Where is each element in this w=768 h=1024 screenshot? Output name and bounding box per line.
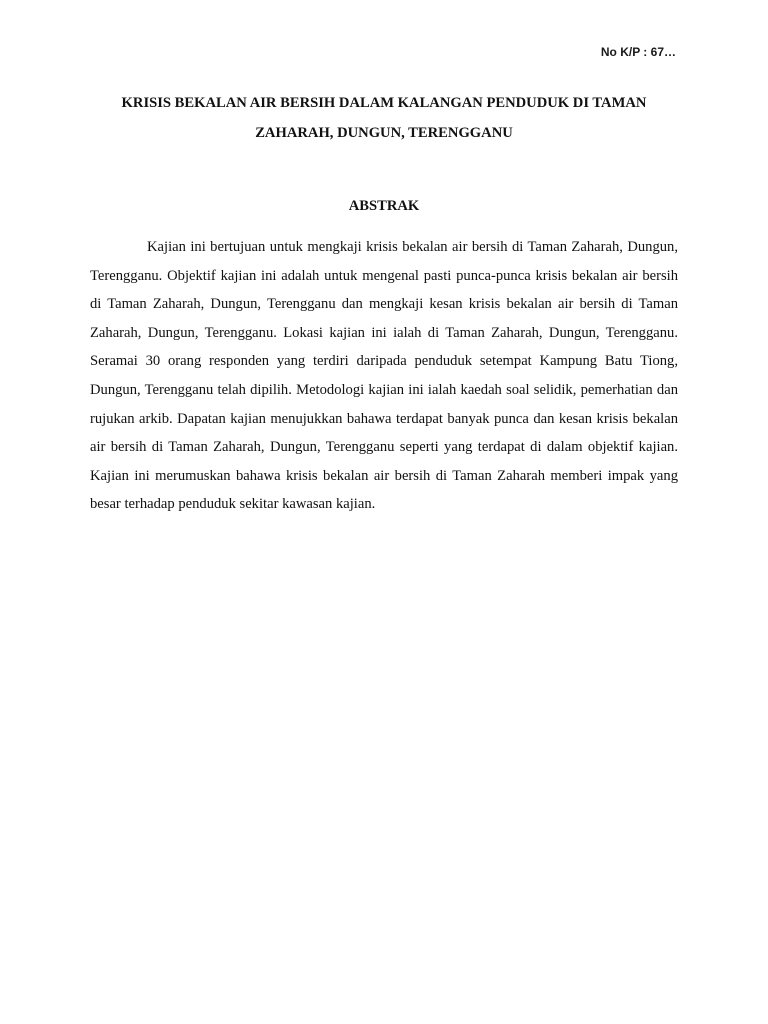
section-heading-abstract: ABSTRAK [348,198,420,214]
document-title: KRISIS BEKALAN AIR BERSIH DALAM KALANGAN PENDUDUK DI TAMAN ZAHARAH, DUNGUN, TERENGGANU [121,95,647,141]
abstract-paragraph: Kajian ini bertujuan untuk mengkaji krisis bekalan air bersih di Taman Zaharah, Dungun, Terengganu. Objektif kajian ini adalah untuk mengenal pasti punca-punca krisis bekalan air bersih di Taman Zaharah, Dungun, Terengganu dan mengkaji kesan krisis bekalan air bersih di Taman Zaharah, Dungun, Terengganu. Lokasi kajian ini ialah di Taman Zaharah, Dungun, Terengganu. Seramai 30 orang responden yang terdiri daripada penduduk setempat Kampung Batu Tiong, Dungun, Terengganu telah dipilih. Metodologi kajian ini ialah kaedah soal selidik, pemerhatian dan rujukan arkib. Dapatan kajian menujukkan bahawa terdapat banyak punca dan kesan krisis bekalan air bersih di Taman Zaharah, Dungun, Terengganu seperti yang terdapat di dalam objektif kajian. Kajian ini merumuskan bahawa krisis bekalan air bersih di Taman Zaharah memberi impak yang besar terhadap penduduk sekitar kawasan kajian. [90,239,678,513]
ref-number: No K/P : 67… [600,45,676,59]
